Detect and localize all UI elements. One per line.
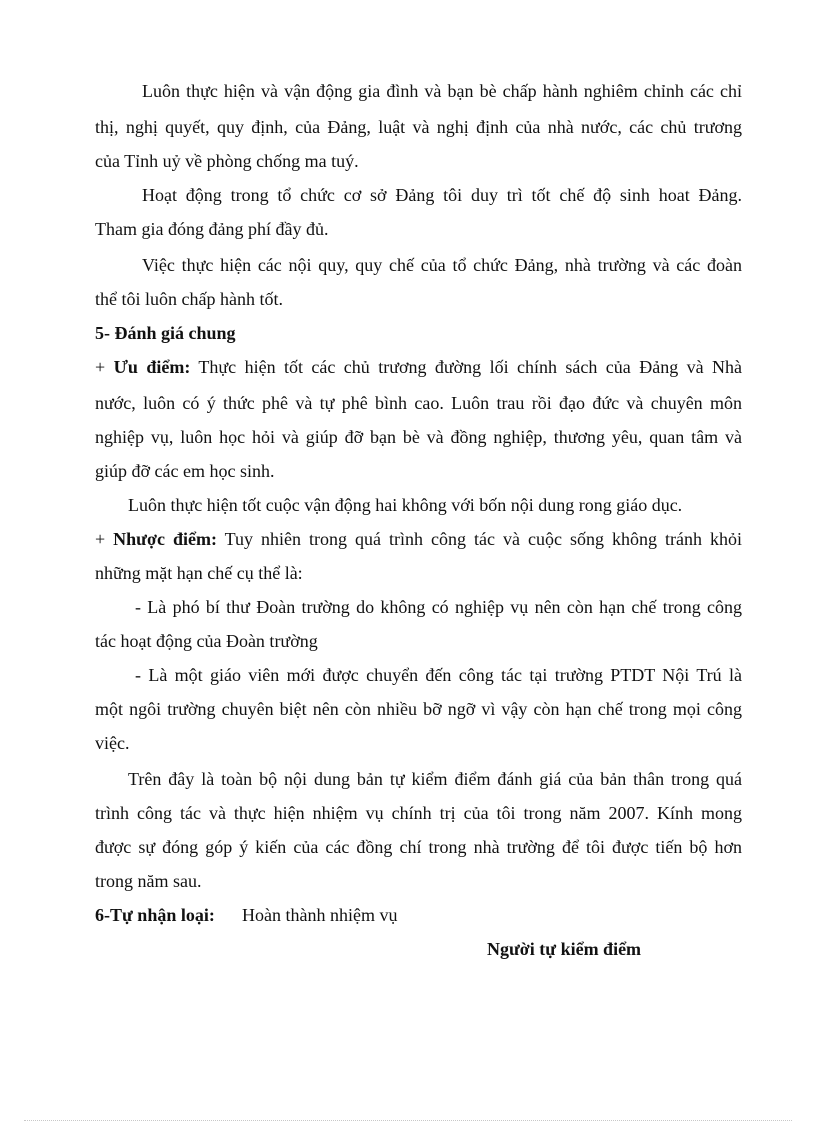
weaknesses-line: những mặt hạn chế cụ thể là: bbox=[95, 563, 303, 583]
strengths-line: nghiệp vụ, luôn học hỏi và giúp đỡ bạn bè và đồng nghiệp, thương yêu, quan tâm và bbox=[95, 427, 742, 447]
closing-line: Trên đây là toàn bộ nội dung bản tự kiểm điểm đánh giá của bản thân trong quá bbox=[128, 769, 742, 789]
page-bottom-rule bbox=[24, 1120, 792, 1121]
strengths-line: giúp đỡ các em học sinh. bbox=[95, 461, 275, 481]
weakness-item: - Là phó bí thư Đoàn trường do không có nghiệp vụ nên còn hạn chế trong công bbox=[135, 597, 742, 617]
paragraph-line: Việc thực hiện các nội quy, quy chế của tổ chức Đảng, nhà trường và các đoàn bbox=[142, 255, 742, 275]
paragraph-line: của Tỉnh uỷ về phòng chống ma tuý. bbox=[95, 151, 359, 171]
section-heading-6: 6-Tự nhận loại: bbox=[95, 905, 215, 925]
self-rating-value: Hoàn thành nhiệm vụ bbox=[242, 905, 398, 925]
closing-line: được sự đóng góp ý kiến của các đồng chí trong nhà trường để tôi được tiến bộ hơn bbox=[95, 837, 742, 857]
strengths-extra-line: Luôn thực hiện tốt cuộc vận động hai không với bốn nội dung rong giáo dục. bbox=[128, 495, 683, 515]
weakness-item: việc. bbox=[95, 733, 130, 753]
paragraph-line: thị, nghị quyết, quy định, của Đảng, luật và nghị định của nhà nước, các chủ trương bbox=[95, 117, 742, 137]
paragraph-line: thể tôi luôn chấp hành tốt. bbox=[95, 289, 283, 309]
weaknesses-line: + Nhược điểm: Tuy nhiên trong quá trình công tác và cuộc sống không tránh khỏi bbox=[95, 529, 743, 549]
weakness-item: - Là một giáo viên mới được chuyển đến công tác tại trường PTDT Nội Trú là bbox=[135, 665, 742, 685]
strengths-line: + Ưu điểm: Thực hiện tốt các chủ trương đường lối chính sách của Đảng và Nhà bbox=[95, 357, 743, 377]
weaknesses-label: Nhược điểm: bbox=[113, 529, 217, 549]
closing-line: trong năm sau. bbox=[95, 871, 202, 891]
weakness-item: một ngôi trường chuyên biệt nên còn nhiều bỡ ngỡ vì vậy còn hạn chế trong mọi công bbox=[95, 699, 742, 719]
section-heading-5: 5- Đánh giá chung bbox=[95, 323, 236, 343]
weakness-item: tác hoạt động của Đoàn trường bbox=[95, 631, 318, 651]
closing-line: trình công tác và thực hiện nhiệm vụ chính trị của tôi trong năm 2007. Kính mong bbox=[95, 803, 742, 823]
strengths-line: nước, luôn có ý thức phê và tự phê bình cao. Luôn trau rồi đạo đức và chuyên môn bbox=[95, 393, 742, 413]
signature-label: Người tự kiểm điểm bbox=[487, 939, 642, 959]
strengths-label: Ưu điểm: bbox=[113, 357, 191, 377]
paragraph-line: Hoạt động trong tổ chức cơ sở Đảng tôi duy trì tốt chế độ sinh hoat Đảng. bbox=[142, 185, 742, 205]
paragraph-line: Luôn thực hiện và vận động gia đình và bạn bè chấp hành nghiêm chỉnh các chỉ bbox=[142, 81, 742, 101]
paragraph-line: Tham gia đóng đảng phí đầy đủ. bbox=[95, 219, 329, 239]
